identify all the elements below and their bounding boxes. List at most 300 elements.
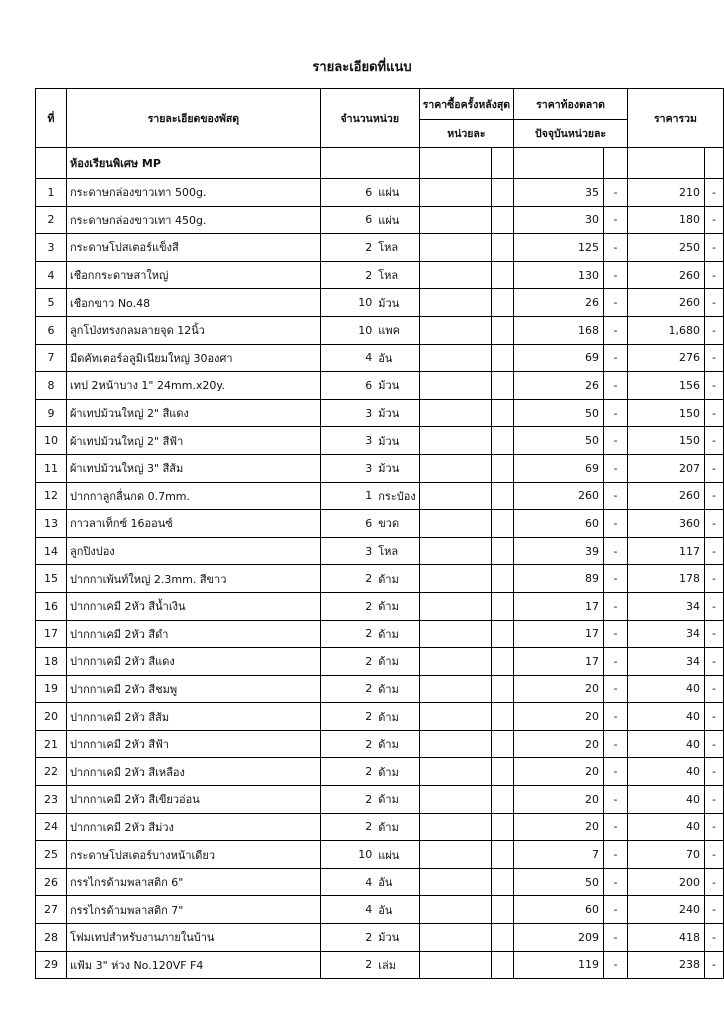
item-market-price-dash: - (604, 868, 628, 896)
item-last-price-sub (491, 399, 514, 427)
item-no: 6 (36, 316, 67, 344)
item-quantity: 2 (320, 620, 374, 648)
item-description: กรรไกรด้ามพลาสติก 7" (66, 896, 320, 924)
item-no: 8 (36, 372, 67, 400)
item-last-price-sub (491, 316, 514, 344)
item-description: ลูกปิงปอง (66, 537, 320, 565)
item-market-price-dash: - (604, 344, 628, 372)
item-total: 34 (628, 648, 705, 676)
item-last-price (419, 261, 491, 289)
item-description: กระดาษโปสเตอร์แข็งสี (66, 234, 320, 262)
item-quantity: 6 (320, 206, 374, 234)
item-quantity: 2 (320, 786, 374, 814)
item-quantity: 1 (320, 482, 374, 510)
item-total-dash: - (704, 234, 723, 262)
item-market-price: 20 (514, 675, 604, 703)
item-market-price-dash: - (604, 786, 628, 814)
page-title: รายละเอียดที่แนบ (312, 60, 412, 75)
item-total-dash: - (704, 261, 723, 289)
item-quantity: 2 (320, 234, 374, 262)
table-row (36, 427, 724, 455)
item-no: 19 (36, 675, 67, 703)
table-row (36, 868, 724, 896)
item-unit: แพค (374, 316, 419, 344)
item-market-price: 26 (514, 372, 604, 400)
item-description: กระดาษโปสเตอร์บางหน้าเดียว (66, 841, 320, 869)
table-row (36, 289, 724, 317)
item-total-dash: - (704, 951, 723, 979)
item-total-dash: - (704, 427, 723, 455)
item-no: 14 (36, 537, 67, 565)
item-total: 240 (628, 896, 705, 924)
item-last-price-sub (491, 868, 514, 896)
item-market-price-dash: - (604, 841, 628, 869)
item-total-dash: - (704, 648, 723, 676)
item-unit: ด้าม (374, 592, 419, 620)
item-no: 21 (36, 730, 67, 758)
item-last-price (419, 537, 491, 565)
item-total: 260 (628, 289, 705, 317)
item-last-price (419, 482, 491, 510)
item-last-price (419, 179, 491, 207)
item-description: เทป 2หน้าบาง 1" 24mm.x20y. (66, 372, 320, 400)
item-quantity: 4 (320, 868, 374, 896)
item-last-price-sub (491, 703, 514, 731)
table-row (36, 261, 724, 289)
item-last-price (419, 675, 491, 703)
item-no: 13 (36, 510, 67, 538)
item-market-price: 50 (514, 399, 604, 427)
item-market-price-dash: - (604, 206, 628, 234)
item-total-dash: - (704, 510, 723, 538)
item-total-dash: - (704, 316, 723, 344)
item-total-dash: - (704, 372, 723, 400)
item-market-price-dash: - (604, 951, 628, 979)
item-no: 25 (36, 841, 67, 869)
item-no: 1 (36, 179, 67, 207)
item-total: 418 (628, 924, 705, 952)
item-market-price: 35 (514, 179, 604, 207)
item-last-price (419, 951, 491, 979)
item-unit: ด้าม (374, 730, 419, 758)
item-no: 9 (36, 399, 67, 427)
item-description: ปากกาเคมี 2หัว สีเขียวอ่อน (66, 786, 320, 814)
item-last-price-sub (491, 786, 514, 814)
item-total-dash: - (704, 344, 723, 372)
table-row (36, 786, 724, 814)
item-description: ปากกาเคมี 2หัว สีน้ำเงิน (66, 592, 320, 620)
item-last-price (419, 206, 491, 234)
item-market-price-dash: - (604, 261, 628, 289)
table-row (36, 537, 724, 565)
item-total: 40 (628, 675, 705, 703)
item-unit: ด้าม (374, 565, 419, 593)
table-row (36, 648, 724, 676)
item-last-price-sub (491, 454, 514, 482)
item-quantity: 2 (320, 813, 374, 841)
item-total-dash: - (704, 565, 723, 593)
item-description: กรรไกรด้ามพลาสติก 6" (66, 868, 320, 896)
item-total: 238 (628, 951, 705, 979)
item-total-dash: - (704, 813, 723, 841)
item-description: ลูกโป่งทรงกลมลายจุด 12นิ้ว (66, 316, 320, 344)
item-last-price (419, 648, 491, 676)
item-market-price: 20 (514, 813, 604, 841)
item-unit: อัน (374, 896, 419, 924)
item-quantity: 6 (320, 179, 374, 207)
table-row (36, 841, 724, 869)
item-quantity: 2 (320, 592, 374, 620)
item-last-price-sub (491, 565, 514, 593)
item-quantity: 2 (320, 703, 374, 731)
item-market-price-dash: - (604, 620, 628, 648)
item-no: 27 (36, 896, 67, 924)
item-last-price (419, 289, 491, 317)
header-market-price-line1: ราคาท้องตลาด (514, 89, 628, 120)
item-no: 11 (36, 454, 67, 482)
item-quantity: 3 (320, 454, 374, 482)
item-unit: ด้าม (374, 813, 419, 841)
item-last-price-sub (491, 675, 514, 703)
item-unit: เล่ม (374, 951, 419, 979)
table-row (36, 620, 724, 648)
item-quantity: 10 (320, 316, 374, 344)
item-last-price (419, 427, 491, 455)
item-unit: ด้าม (374, 703, 419, 731)
item-market-price: 60 (514, 510, 604, 538)
item-total-dash: - (704, 758, 723, 786)
item-last-price-sub (491, 730, 514, 758)
item-total: 34 (628, 592, 705, 620)
item-last-price (419, 592, 491, 620)
item-quantity: 2 (320, 758, 374, 786)
item-market-price-dash: - (604, 703, 628, 731)
item-total: 1,680 (628, 316, 705, 344)
item-total: 260 (628, 482, 705, 510)
item-market-price: 260 (514, 482, 604, 510)
item-total: 150 (628, 399, 705, 427)
header-row (36, 89, 724, 120)
item-last-price (419, 234, 491, 262)
item-last-price-sub (491, 179, 514, 207)
item-last-price (419, 316, 491, 344)
item-last-price (419, 565, 491, 593)
item-market-price-dash: - (604, 924, 628, 952)
item-quantity: 3 (320, 537, 374, 565)
item-no: 2 (36, 206, 67, 234)
header-quantity: จำนวนหน่วย (320, 89, 419, 148)
item-total-dash: - (704, 675, 723, 703)
item-last-price-sub (491, 427, 514, 455)
item-unit: ม้วน (374, 289, 419, 317)
item-total: 156 (628, 372, 705, 400)
table-row (36, 896, 724, 924)
item-no: 23 (36, 786, 67, 814)
item-unit: ม้วน (374, 372, 419, 400)
item-quantity: 10 (320, 289, 374, 317)
item-description: ปากกาลูกลื่นกด 0.7mm. (66, 482, 320, 510)
item-market-price: 17 (514, 648, 604, 676)
item-market-price-dash: - (604, 234, 628, 262)
item-description: ปากกาเคมี 2หัว สีม่วง (66, 813, 320, 841)
item-total-dash: - (704, 482, 723, 510)
item-market-price: 50 (514, 868, 604, 896)
item-unit: อัน (374, 344, 419, 372)
item-market-price: 119 (514, 951, 604, 979)
item-no: 15 (36, 565, 67, 593)
item-total: 200 (628, 868, 705, 896)
item-no: 22 (36, 758, 67, 786)
item-total: 180 (628, 206, 705, 234)
item-total-dash: - (704, 841, 723, 869)
item-market-price: 209 (514, 924, 604, 952)
item-last-price-sub (491, 896, 514, 924)
item-market-price: 20 (514, 703, 604, 731)
item-unit: ม้วน (374, 427, 419, 455)
item-market-price: 69 (514, 344, 604, 372)
item-last-price (419, 786, 491, 814)
item-market-price: 50 (514, 427, 604, 455)
item-total: 178 (628, 565, 705, 593)
table-row (36, 454, 724, 482)
item-last-price (419, 454, 491, 482)
item-last-price-sub (491, 924, 514, 952)
item-unit: ด้าม (374, 648, 419, 676)
item-description: ผ้าเทปม้วนใหญ่ 3" สีส้ม (66, 454, 320, 482)
item-total-dash: - (704, 786, 723, 814)
item-unit: โหล (374, 537, 419, 565)
item-market-price: 17 (514, 620, 604, 648)
item-quantity: 2 (320, 648, 374, 676)
item-total-dash: - (704, 289, 723, 317)
item-market-price-dash: - (604, 399, 628, 427)
item-last-price-sub (491, 648, 514, 676)
item-quantity: 3 (320, 399, 374, 427)
item-no: 5 (36, 289, 67, 317)
item-no: 16 (36, 592, 67, 620)
item-last-price (419, 896, 491, 924)
item-last-price (419, 841, 491, 869)
item-market-price-dash: - (604, 510, 628, 538)
item-unit: ด้าม (374, 675, 419, 703)
item-last-price-sub (491, 758, 514, 786)
item-market-price-dash: - (604, 675, 628, 703)
item-no: 28 (36, 924, 67, 952)
item-total-dash: - (704, 592, 723, 620)
section-label: ห้องเรียนพิเศษ MP (66, 148, 320, 179)
item-market-price-dash: - (604, 730, 628, 758)
item-last-price-sub (491, 482, 514, 510)
item-description: ผ้าเทปม้วนใหญ่ 2" สีฟ้า (66, 427, 320, 455)
item-quantity: 6 (320, 510, 374, 538)
item-last-price (419, 344, 491, 372)
item-market-price-dash: - (604, 592, 628, 620)
item-total: 40 (628, 786, 705, 814)
item-total-dash: - (704, 868, 723, 896)
item-no: 29 (36, 951, 67, 979)
item-market-price: 20 (514, 758, 604, 786)
item-quantity: 4 (320, 896, 374, 924)
item-last-price (419, 813, 491, 841)
item-unit: ขวด (374, 510, 419, 538)
item-total-dash: - (704, 206, 723, 234)
section-row (36, 148, 724, 179)
item-no: 3 (36, 234, 67, 262)
item-last-price (419, 730, 491, 758)
item-total: 276 (628, 344, 705, 372)
item-description: ปากกาเคมี 2หัว สีส้ม (66, 703, 320, 731)
item-unit: แผ่น (374, 179, 419, 207)
item-market-price-dash: - (604, 813, 628, 841)
table-row (36, 924, 724, 952)
item-last-price-sub (491, 813, 514, 841)
item-unit: ม้วน (374, 924, 419, 952)
item-last-price (419, 510, 491, 538)
table-row (36, 730, 724, 758)
item-quantity: 2 (320, 261, 374, 289)
item-total-dash: - (704, 620, 723, 648)
item-last-price-sub (491, 344, 514, 372)
item-total-dash: - (704, 730, 723, 758)
item-unit: ม้วน (374, 399, 419, 427)
table-row (36, 344, 724, 372)
item-last-price-sub (491, 592, 514, 620)
item-market-price: 168 (514, 316, 604, 344)
item-unit: กระป๋อง (374, 482, 419, 510)
item-no: 7 (36, 344, 67, 372)
header-market-price-line2: ปัจจุบันหน่วยละ (514, 120, 628, 148)
header-last-price-line2: หน่วยละ (419, 120, 513, 148)
item-total: 117 (628, 537, 705, 565)
item-quantity: 6 (320, 372, 374, 400)
item-last-price-sub (491, 537, 514, 565)
item-description: ปากกาเพ้นท์ใหญ่ 2.3mm. สีขาว (66, 565, 320, 593)
item-description: ปากกาเคมี 2หัว สีฟ้า (66, 730, 320, 758)
item-last-price-sub (491, 289, 514, 317)
item-total: 40 (628, 703, 705, 731)
item-description: ปากกาเคมี 2หัว สีดำ (66, 620, 320, 648)
item-market-price-dash: - (604, 372, 628, 400)
header-no: ที่ (36, 89, 67, 148)
item-unit: ด้าม (374, 620, 419, 648)
item-description: มีดคัทเตอร์อลูมิเนียมใหญ่ 30องศา (66, 344, 320, 372)
item-market-price-dash: - (604, 648, 628, 676)
item-total: 360 (628, 510, 705, 538)
item-market-price-dash: - (604, 316, 628, 344)
item-market-price-dash: - (604, 289, 628, 317)
item-total: 40 (628, 758, 705, 786)
item-market-price-dash: - (604, 482, 628, 510)
item-total: 260 (628, 261, 705, 289)
item-last-price-sub (491, 620, 514, 648)
item-unit: โหล (374, 234, 419, 262)
table-row (36, 372, 724, 400)
item-description: ผ้าเทปม้วนใหญ่ 2" สีแดง (66, 399, 320, 427)
item-market-price: 69 (514, 454, 604, 482)
item-no: 24 (36, 813, 67, 841)
item-description: กระดาษกล่องขาวเทา 500g. (66, 179, 320, 207)
item-unit: โหล (374, 261, 419, 289)
table-row (36, 234, 724, 262)
table-row (36, 399, 724, 427)
item-last-price (419, 758, 491, 786)
item-total: 34 (628, 620, 705, 648)
item-total: 207 (628, 454, 705, 482)
item-last-price-sub (491, 510, 514, 538)
item-description: เชือกกระดาษสาใหญ่ (66, 261, 320, 289)
table-row (36, 179, 724, 207)
item-description: ปากกาเคมี 2หัว สีเหลือง (66, 758, 320, 786)
item-market-price: 17 (514, 592, 604, 620)
item-last-price-sub (491, 951, 514, 979)
item-no: 26 (36, 868, 67, 896)
item-market-price-dash: - (604, 537, 628, 565)
item-total: 150 (628, 427, 705, 455)
header-description: รายละเอียดของพัสดุ (66, 89, 320, 148)
item-unit: แผ่น (374, 841, 419, 869)
table-row (36, 758, 724, 786)
item-last-price-sub (491, 841, 514, 869)
item-quantity: 4 (320, 344, 374, 372)
item-last-price-sub (491, 234, 514, 262)
table-row (36, 206, 724, 234)
header-last-price-line1: ราคาซื้อครั้งหลังสุด (419, 89, 513, 120)
item-last-price (419, 399, 491, 427)
item-description: แฟ้ม 3" ห่วง No.120VF F4 (66, 951, 320, 979)
item-quantity: 2 (320, 924, 374, 952)
item-total: 40 (628, 813, 705, 841)
item-total: 40 (628, 730, 705, 758)
item-no: 17 (36, 620, 67, 648)
item-no: 20 (36, 703, 67, 731)
table-row (36, 703, 724, 731)
item-total-dash: - (704, 924, 723, 952)
table-row (36, 813, 724, 841)
table-row (36, 510, 724, 538)
item-description: ปากกาเคมี 2หัว สีแดง (66, 648, 320, 676)
item-unit: ด้าม (374, 786, 419, 814)
item-unit: ด้าม (374, 758, 419, 786)
item-description: เชือกขาว No.48 (66, 289, 320, 317)
item-no: 10 (36, 427, 67, 455)
item-quantity: 2 (320, 730, 374, 758)
item-market-price: 130 (514, 261, 604, 289)
item-total-dash: - (704, 179, 723, 207)
item-market-price-dash: - (604, 896, 628, 924)
item-description: โฟมเทปสำหรับงานภายในบ้าน (66, 924, 320, 952)
item-last-price (419, 703, 491, 731)
item-last-price-sub (491, 261, 514, 289)
item-total-dash: - (704, 896, 723, 924)
item-unit: แผ่น (374, 206, 419, 234)
item-market-price: 20 (514, 786, 604, 814)
item-quantity: 3 (320, 427, 374, 455)
item-last-price (419, 924, 491, 952)
item-total-dash: - (704, 537, 723, 565)
item-last-price-sub (491, 206, 514, 234)
item-total-dash: - (704, 454, 723, 482)
item-market-price: 39 (514, 537, 604, 565)
item-market-price: 30 (514, 206, 604, 234)
item-market-price-dash: - (604, 758, 628, 786)
table-row (36, 482, 724, 510)
item-market-price: 7 (514, 841, 604, 869)
items-table (35, 88, 724, 979)
item-last-price (419, 372, 491, 400)
table-row (36, 675, 724, 703)
item-market-price-dash: - (604, 179, 628, 207)
table-row (36, 951, 724, 979)
